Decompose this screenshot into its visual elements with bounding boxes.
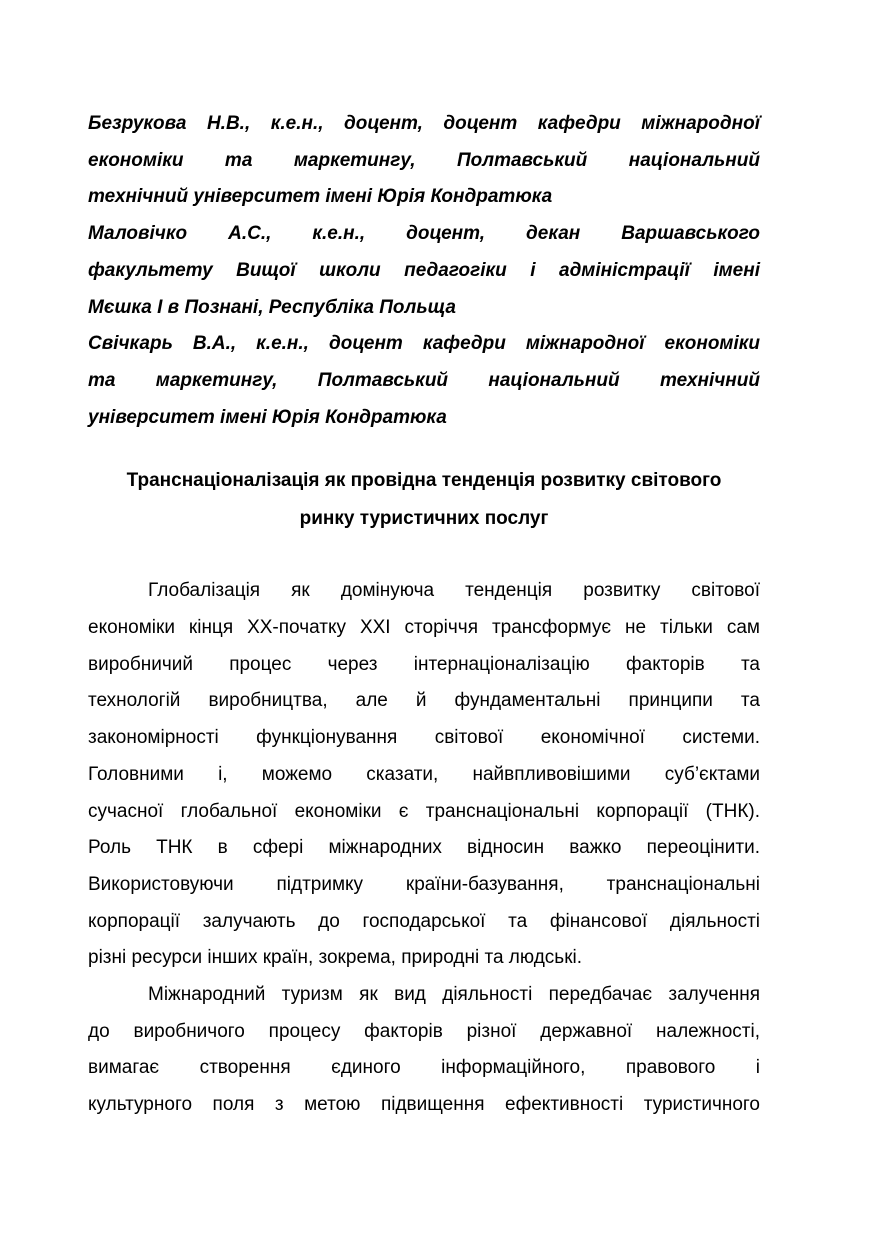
text-line: університет імені Юрія Кондратюка bbox=[88, 406, 447, 428]
text-line: ринку туристичних послуг bbox=[299, 508, 549, 530]
text-line: Свічкарь В.А., к.е.н., доцент кафедри міжнародної економіки bbox=[88, 333, 760, 355]
text-line: економіки та маркетингу, Полтавський національний bbox=[88, 149, 760, 171]
text-line: Міжнародний туризм як вид діяльності передбачає залучення bbox=[148, 984, 760, 1006]
author-paragraph bbox=[88, 106, 760, 216]
text-line: Транснаціоналізація як провідна тенденція розвитку світового bbox=[126, 470, 722, 492]
text-line: до виробничого процесу факторів різної державної належності, bbox=[88, 1020, 760, 1042]
text-line: технічний університет імені Юрія Кондратюка bbox=[88, 186, 553, 208]
text-line: культурного поля з метою підвищення ефективності туристичного bbox=[88, 1094, 760, 1116]
author-paragraph bbox=[88, 216, 760, 326]
paper-title bbox=[88, 462, 760, 538]
text-line: виробничий процес через інтернаціоналізацію факторів та bbox=[88, 653, 760, 675]
text-line: Роль ТНК в сфері міжнародних відносин важко переоцінити. bbox=[88, 837, 760, 859]
text-line: вимагає створення єдиного інформаційного, правового і bbox=[88, 1057, 760, 1079]
text-line: технологій виробництва, але й фундаментальні принципи та bbox=[88, 690, 760, 712]
body-paragraph bbox=[88, 977, 760, 1124]
text-line: сучасної глобальної економіки є транснаціональні корпорації (ТНК). bbox=[88, 800, 760, 822]
text-line: економіки кінця ХХ-початку ХХІ сторіччя трансформує не тільки сам bbox=[88, 617, 760, 639]
text-line: закономірності функціонування світової економічної системи. bbox=[88, 727, 760, 749]
text-line: та маркетингу, Полтавський національний технічний bbox=[88, 369, 760, 391]
text-line: різні ресурси інших країн, зокрема, природні та людські. bbox=[88, 947, 583, 969]
text-line: Безрукова Н.В., к.е.н., доцент, доцент кафедри міжнародної bbox=[88, 113, 760, 134]
text-line: факультету Вищої школи педагогіки і адміністрації імені bbox=[88, 259, 760, 281]
text-line: Головними і, можемо сказати, найвпливовішими суб’єктами bbox=[88, 763, 760, 785]
text-line: Глобалізація як домінуюча тенденція розвитку світової bbox=[148, 580, 760, 602]
body-paragraph bbox=[88, 573, 760, 977]
text-line: Мєшка І в Познані, Республіка Польща bbox=[88, 296, 456, 318]
text-line: Використовуючи підтримку країни-базування, транснаціональні bbox=[88, 873, 760, 895]
body-text bbox=[88, 573, 760, 1124]
text-line: корпорації залучають до господарської та фінансової діяльності bbox=[88, 910, 760, 932]
author-block bbox=[88, 106, 760, 436]
text-line: Маловічко А.С., к.е.н., доцент, декан Варшавського bbox=[88, 223, 760, 245]
author-paragraph bbox=[88, 326, 760, 436]
